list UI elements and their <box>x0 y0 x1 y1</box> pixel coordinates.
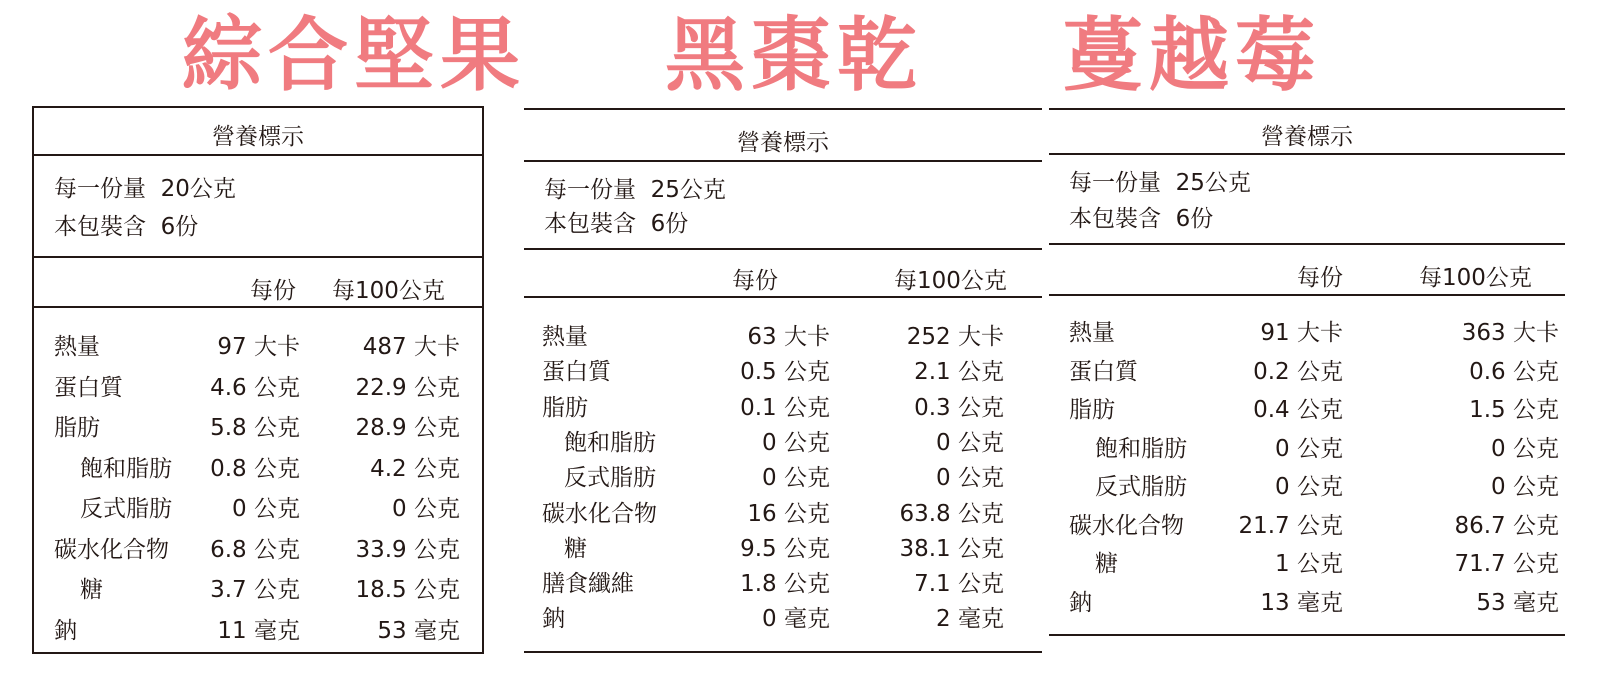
table-row <box>1049 391 1565 430</box>
per-100g-value: 71.7 公克 <box>1454 551 1559 577</box>
nutrient-label: 蛋白質 <box>542 359 611 386</box>
per-100g-value: 2.1 公克 <box>914 359 1004 386</box>
table-row <box>524 353 1042 388</box>
per-serving-value: 0.2 公克 <box>1253 358 1343 385</box>
per-100g-value: 0.3 公克 <box>914 394 1004 421</box>
table-row <box>524 565 1042 600</box>
serving-info <box>1049 165 1565 237</box>
column-header-row <box>1049 259 1565 289</box>
divider <box>1049 294 1565 296</box>
nutrient-label: 鈉 <box>542 606 565 633</box>
nutrient-label: 飽和脂肪 <box>1095 435 1187 462</box>
per-100g-value: 2 毫克 <box>936 606 1004 633</box>
divider <box>524 248 1042 250</box>
table-row <box>34 612 482 653</box>
serving-info <box>524 173 1042 241</box>
panel-header: 營養標示 <box>212 124 304 150</box>
table-row <box>1049 584 1565 623</box>
panel-header: 營養標示 <box>737 130 829 156</box>
per-100g-value: 0.6 公克 <box>1469 358 1559 385</box>
servings-line: 本包裝含 6份 <box>54 214 199 240</box>
nutrient-label: 鈉 <box>1069 589 1092 616</box>
nutrient-label: 糖 <box>80 577 103 603</box>
per-serving-value: 0 公克 <box>1275 474 1343 500</box>
nutrient-label: 飽和脂肪 <box>564 429 656 456</box>
per-100g-value: 18.5 公克 <box>355 577 460 603</box>
per-serving-value: 9.5 公克 <box>740 535 830 562</box>
per-serving-value: 5.8 公克 <box>210 415 300 441</box>
per-100g-value: 0 公克 <box>936 429 1004 456</box>
table-row <box>34 490 482 531</box>
per-serving-value: 3.7 公克 <box>210 577 300 603</box>
nutrient-label: 脂肪 <box>542 394 588 421</box>
table-row <box>34 531 482 572</box>
divider <box>34 256 482 258</box>
divider <box>1049 153 1565 155</box>
servings-line: 本包裝含 6份 <box>1069 206 1214 232</box>
nutrient-label: 蛋白質 <box>1069 358 1138 385</box>
column-header-row <box>524 262 1042 292</box>
per-100g-value: 487 大卡 <box>362 334 460 360</box>
table-row <box>524 389 1042 424</box>
per-100g-value: 0 公克 <box>936 465 1004 492</box>
nutrient-label: 熱量 <box>542 324 588 350</box>
table-row <box>1049 507 1565 546</box>
per-serving-value: 0.5 公克 <box>740 359 830 386</box>
table-row <box>524 495 1042 530</box>
col-per-100g: 每100公克 <box>332 278 445 304</box>
nutrient-label: 熱量 <box>1069 320 1115 346</box>
product-title-prunes: 黑棗乾 <box>665 9 923 102</box>
nutrient-label: 蛋白質 <box>54 374 123 401</box>
per-100g-value: 22.9 公克 <box>355 374 460 401</box>
table-row <box>34 328 482 369</box>
per-100g-value: 53 毫克 <box>1476 589 1559 616</box>
per-100g-value: 28.9 公克 <box>355 415 460 441</box>
per-100g-value: 1.5 公克 <box>1469 397 1559 423</box>
per-100g-value: 0 公克 <box>1491 474 1559 500</box>
divider <box>1049 108 1565 110</box>
divider <box>524 108 1042 110</box>
per-serving-value: 11 毫克 <box>217 617 300 644</box>
nutrient-label: 反式脂肪 <box>564 465 656 492</box>
nutrient-label: 碳水化合物 <box>1069 512 1184 539</box>
per-serving-value: 0 公克 <box>762 465 830 492</box>
per-100g-value: 53 毫克 <box>377 617 460 644</box>
per-serving-value: 97 大卡 <box>217 334 300 360</box>
serving-info <box>34 170 482 246</box>
product-title-cranberry: 蔓越莓 <box>1063 9 1321 102</box>
table-row <box>524 530 1042 565</box>
table-row <box>524 424 1042 459</box>
per-100g-value: 38.1 公克 <box>899 535 1004 562</box>
per-serving-value: 0 公克 <box>1275 435 1343 462</box>
nutrient-label: 脂肪 <box>1069 397 1115 423</box>
servings-line: 本包裝含 6份 <box>544 211 689 237</box>
per-serving-value: 0 公克 <box>232 496 300 522</box>
per-100g-value: 363 大卡 <box>1461 320 1559 346</box>
per-serving-value: 0.4 公克 <box>1253 397 1343 423</box>
divider <box>524 296 1042 298</box>
per-serving-value: 0 公克 <box>762 429 830 456</box>
table-row <box>1049 353 1565 392</box>
col-per-100g: 每100公克 <box>894 268 1007 294</box>
per-serving-value: 16 公克 <box>747 500 830 527</box>
per-100g-value: 4.2 公克 <box>370 455 460 482</box>
serving-size-line: 每一份量 25公克 <box>1069 170 1251 196</box>
nutrient-label: 糖 <box>564 535 587 562</box>
divider <box>34 306 482 308</box>
nutrient-label: 鈉 <box>54 617 77 644</box>
per-serving-value: 63 大卡 <box>747 324 830 350</box>
nutrient-label: 飽和脂肪 <box>80 455 172 482</box>
divider <box>524 651 1042 653</box>
per-serving-value: 21.7 公克 <box>1238 512 1343 539</box>
per-100g-value: 252 大卡 <box>906 324 1004 350</box>
nutrient-label: 膳食纖維 <box>542 571 634 598</box>
per-100g-value: 33.9 公克 <box>355 536 460 563</box>
table-row <box>34 409 482 450</box>
nutrition-panel-prunes <box>524 108 1042 654</box>
per-serving-value: 0 毫克 <box>762 606 830 633</box>
column-header-row <box>34 272 482 302</box>
table-row <box>524 600 1042 635</box>
per-serving-value: 0.1 公克 <box>740 394 830 421</box>
per-100g-value: 86.7 公克 <box>1454 512 1559 539</box>
nutrition-panel-cranberry <box>1049 108 1565 636</box>
per-serving-value: 4.6 公克 <box>210 374 300 401</box>
panel-header: 營養標示 <box>1261 124 1353 150</box>
per-100g-value: 7.1 公克 <box>914 571 1004 598</box>
table-row <box>1049 314 1565 353</box>
table-row <box>34 369 482 410</box>
table-row <box>1049 430 1565 469</box>
nutrient-label: 糖 <box>1095 551 1118 577</box>
nutrition-panel-mixed-nuts <box>32 106 484 654</box>
per-serving-value: 0.8 公克 <box>210 455 300 482</box>
nutrient-label: 反式脂肪 <box>1095 474 1187 500</box>
serving-size-line: 每一份量 20公克 <box>54 176 236 202</box>
per-serving-value: 13 毫克 <box>1260 589 1343 616</box>
table-row <box>1049 468 1565 507</box>
per-100g-value: 63.8 公克 <box>899 500 1004 527</box>
nutrient-label: 反式脂肪 <box>80 496 172 522</box>
nutrient-label: 碳水化合物 <box>54 536 169 563</box>
col-per-100g: 每100公克 <box>1419 265 1532 291</box>
nutrient-label: 脂肪 <box>54 415 100 441</box>
col-per-serving: 每份 <box>732 268 778 294</box>
per-100g-value: 0 公克 <box>392 496 460 522</box>
divider <box>1049 243 1565 245</box>
nutrient-label: 熱量 <box>54 334 100 360</box>
divider <box>524 160 1042 162</box>
table-row <box>524 459 1042 494</box>
divider <box>1049 634 1565 636</box>
table-row <box>1049 545 1565 584</box>
per-serving-value: 1.8 公克 <box>740 571 830 598</box>
col-per-serving: 每份 <box>250 278 296 304</box>
divider <box>34 154 482 156</box>
nutrient-label: 碳水化合物 <box>542 500 657 527</box>
table-row <box>34 450 482 491</box>
col-per-serving: 每份 <box>1297 265 1343 291</box>
per-serving-value: 6.8 公克 <box>210 536 300 563</box>
product-title-mixed-nuts: 綜合堅果 <box>182 9 526 102</box>
table-row <box>524 318 1042 353</box>
table-row <box>34 571 482 612</box>
per-serving-value: 91 大卡 <box>1260 320 1343 346</box>
serving-size-line: 每一份量 25公克 <box>544 177 726 203</box>
per-serving-value: 1 公克 <box>1275 551 1343 577</box>
per-100g-value: 0 公克 <box>1491 435 1559 462</box>
